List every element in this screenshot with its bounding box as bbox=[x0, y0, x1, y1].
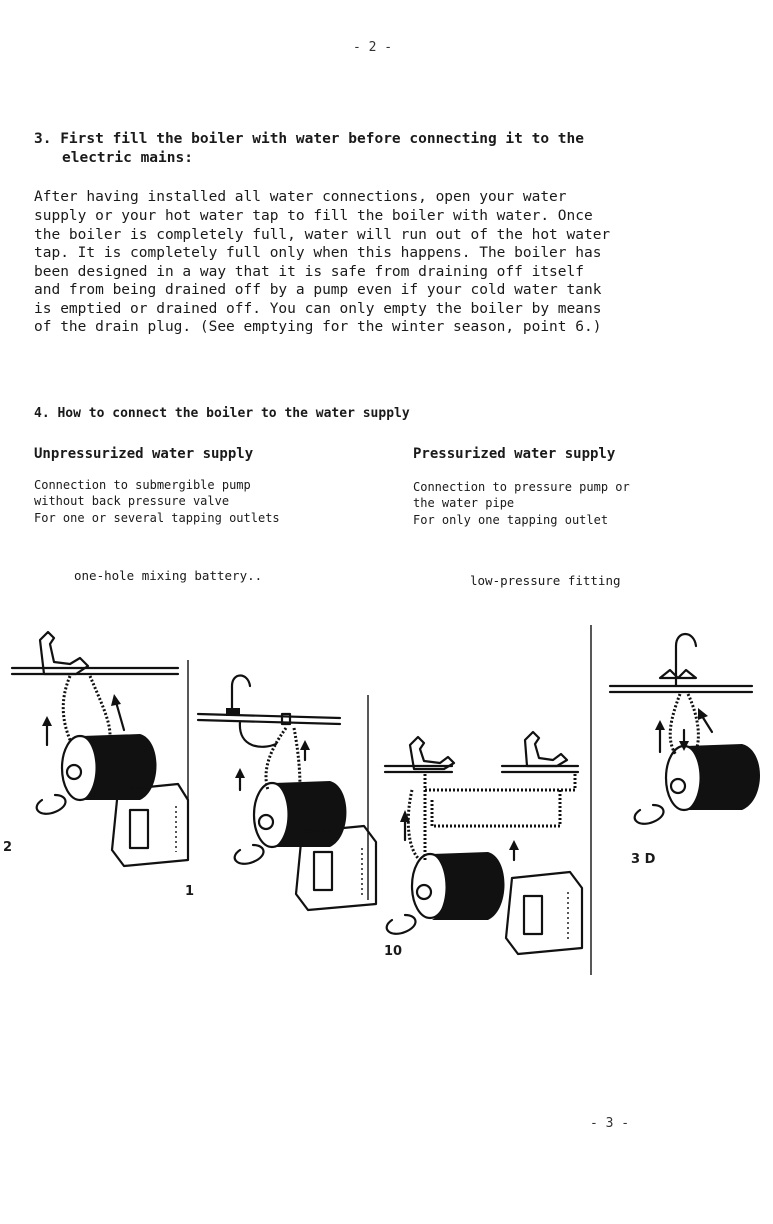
unpressurized-title: Unpressurized water supply bbox=[34, 446, 254, 462]
pressurized-line: Connection to pressure pump or bbox=[413, 480, 630, 494]
section-4-heading: 4. How to connect the boiler to the water supply bbox=[34, 406, 410, 421]
plug-icon bbox=[387, 915, 416, 934]
pressurized-line: the water pipe bbox=[413, 496, 515, 510]
water-canister-icon bbox=[506, 872, 582, 954]
figure-several-outlets bbox=[385, 732, 582, 954]
section-3-body-line: the boiler is completely full, water will run out of the hot water bbox=[34, 227, 611, 243]
section-3-body-line: is emptied or drained off. You can only empty the boiler by means bbox=[34, 301, 602, 317]
figure-label: 3 D bbox=[631, 852, 656, 867]
mixing-tap-icon bbox=[410, 737, 454, 769]
right-caption: low-pressure fitting bbox=[470, 573, 621, 588]
plug-icon bbox=[235, 845, 264, 864]
bottom-page-number: - 3 - bbox=[590, 1116, 630, 1131]
left-caption: one-hole mixing battery.. bbox=[74, 568, 263, 583]
figure-low-pressure-fitting bbox=[610, 634, 760, 824]
unpressurized-line: without back pressure valve bbox=[34, 494, 230, 508]
flow-arrow-icon bbox=[42, 716, 52, 726]
pipe bbox=[63, 676, 70, 740]
pressurized-title: Pressurized water supply bbox=[413, 446, 616, 462]
unpressurized-line: Connection to submergible pump bbox=[34, 478, 251, 492]
pressurized-line: For only one tapping outlet bbox=[413, 513, 609, 527]
section-3-body-line: of the drain plug. (See emptying for the winter season, point 6.) bbox=[34, 319, 602, 335]
section-3-heading-line-2: electric mains: bbox=[62, 150, 193, 166]
section-3-body-line: been designed in a way that it is safe from draining off itself bbox=[34, 264, 584, 280]
plug-icon bbox=[635, 805, 664, 824]
section-3-heading-line-1: 3. First fill the boiler with water before connecting it to the bbox=[34, 131, 584, 147]
plug-icon bbox=[37, 795, 66, 814]
unpressurized-line: For one or several tapping outlets bbox=[34, 511, 280, 525]
figure-one-hole-battery-b bbox=[198, 676, 376, 911]
figure-one-hole-battery-a bbox=[12, 632, 188, 866]
section-3-body-line: tap. It is completely full only when this happens. The boiler has bbox=[34, 245, 602, 261]
section-3-body-line: and from being drained off by a pump even if your cold water tank bbox=[34, 282, 602, 298]
top-page-number: - 2 - bbox=[353, 40, 393, 55]
figure-label: 2 bbox=[3, 840, 13, 855]
figure-label: 10 bbox=[384, 944, 403, 959]
mixing-tap-icon bbox=[525, 732, 567, 766]
figure-label: 1 bbox=[185, 884, 195, 899]
section-3-body-line: supply or your hot water tap to fill the boiler with water. Once bbox=[34, 208, 593, 224]
section-3-body-line: After having installed all water connections, open your water bbox=[34, 189, 567, 205]
